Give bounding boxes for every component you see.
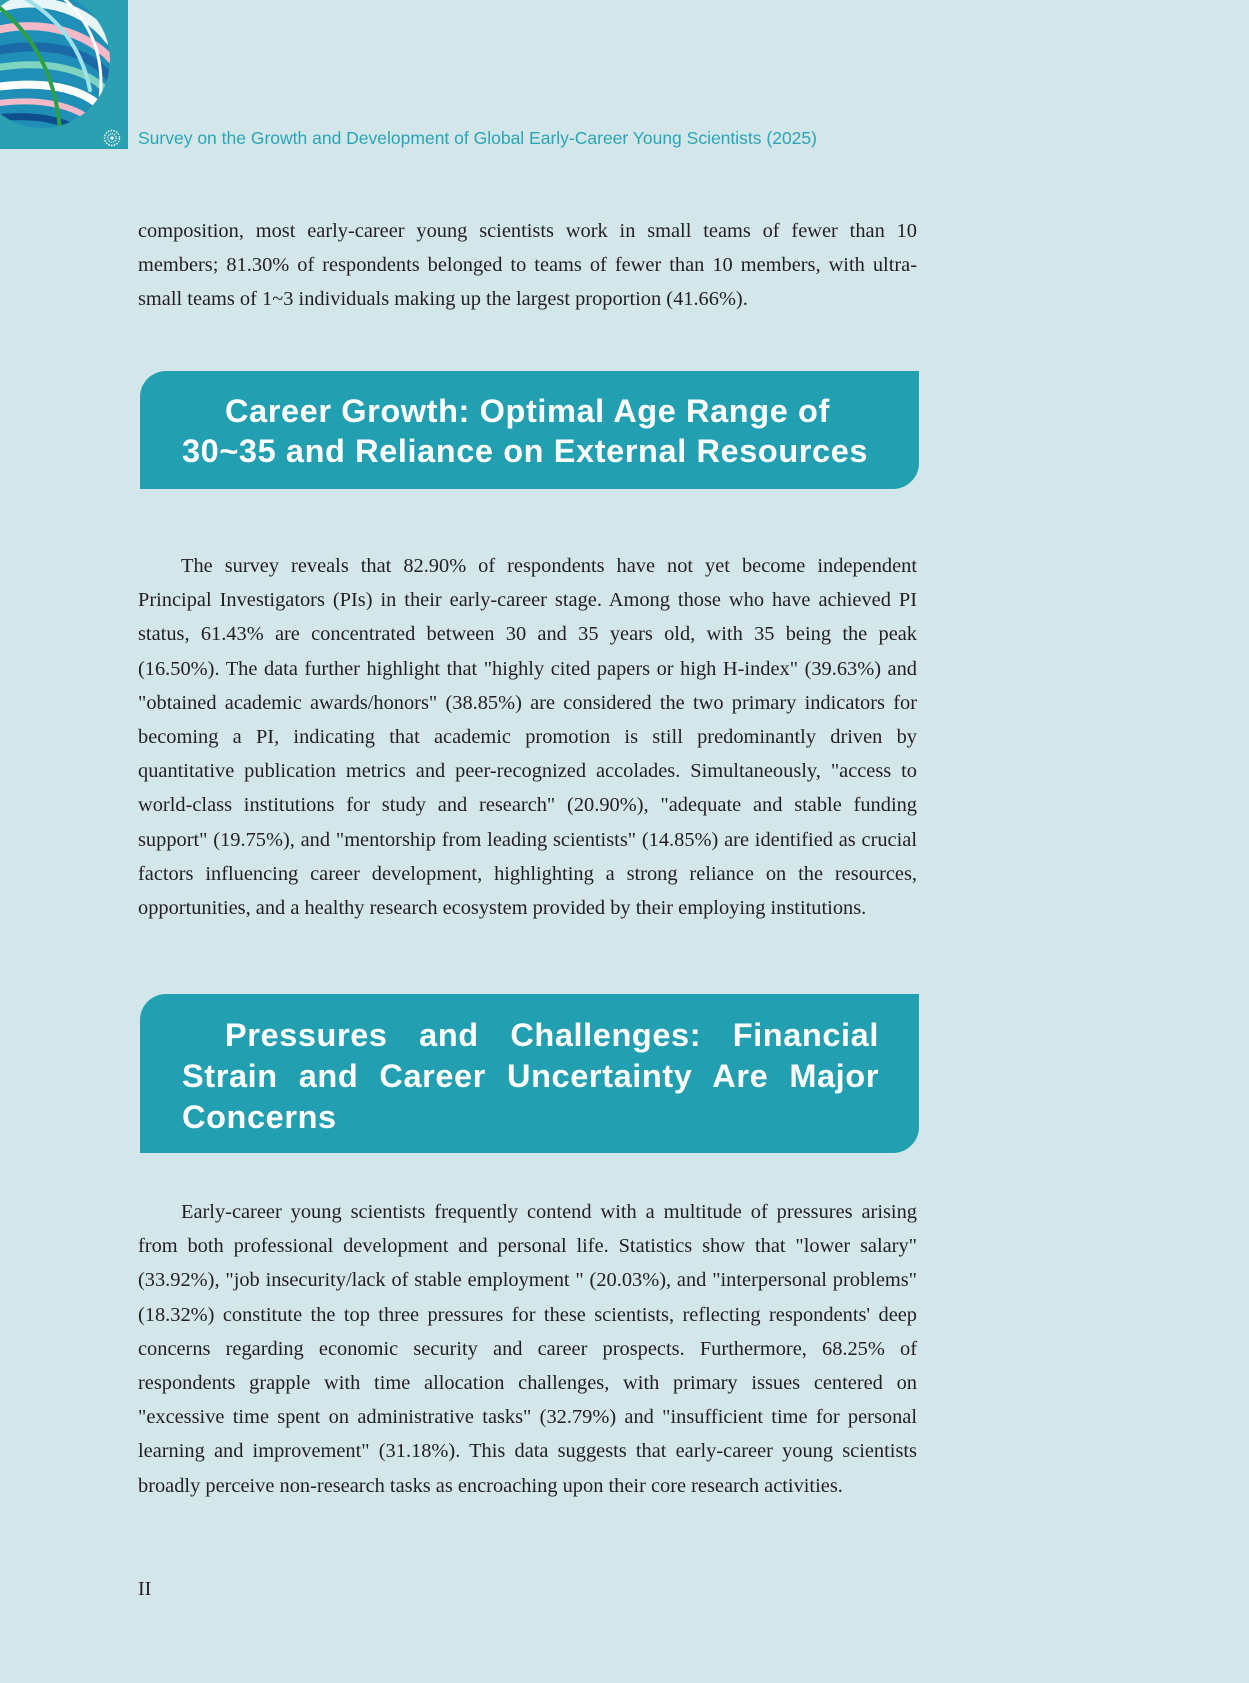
body-paragraph-continued: composition, most early-career young scientists work in small teams of fewer than 10 members; 81.30% of respondents belonged to teams of fewer than 10 members, with ultra-small teams of 1~3 individuals making up the largest proportion (41.66%). [138, 220, 917, 311]
globe-logo [0, 0, 128, 149]
running-header: Survey on the Growth and Development of Global Early-Career Young Scientists (2025) [138, 128, 817, 148]
page-number: II [138, 1578, 152, 1600]
body-paragraph-pressures: Early-career young scientists frequently contend with a multitude of pressures arising from both professional development and personal life. Statistics show that "lower salary" (33.92%), "job insecurity/lack of stable employment " (20.03%), and "interpersonal problems" (18.32%) constitute the top three pressures for these scientists, reflecting respondents' deep concerns regarding economic security and career prospects. Furthermore, 68.25% of respondents grapple with time allocation challenges, with primary issues centered on "excessive time spent on administrative tasks" (32.79%) and "insufficient time for personal learning and improvement" (31.18%). This data suggests that early-career young scientists broadly perceive non-research tasks as encroaching upon their core research activities. [138, 1201, 917, 1497]
section-heading-pressures: Pressures and Challenges: Financial Strain and Career Uncertainty Are Major Concerns [140, 994, 919, 1153]
body-paragraph-career-growth: The survey reveals that 82.90% of respondents have not yet become independent Principal Investigators (PIs) in their early-career stage. Among those who have achieved PI status, 61.43% are concentrated between 30 and 35 years old, with 35 being the peak (16.50%). The data further highlight that "highly cited papers or high H-index" (39.63%) and "obtained academic awards/honors" (38.85%) are considered the two primary indicators for becoming a PI, indicating that academic promotion is still predominantly driven by quantitative publication metrics and peer-recognized accolades. Simultaneously, "access to world-class institutions for study and research" (20.90%), "adequate and stable funding support" (19.75%), and "mentorship from leading scientists" (14.85%) are identified as crucial factors influencing career development, highlighting a strong reliance on the resources, opportunities, and a healthy research ecosystem provided by their employing institutions. [138, 555, 917, 920]
globe-swirl-icon [0, 0, 128, 149]
section-heading-career-growth: Career Growth: Optimal Age Range of 30~35 and Reliance on External Resources [140, 371, 919, 489]
sunburst-icon [103, 129, 121, 147]
